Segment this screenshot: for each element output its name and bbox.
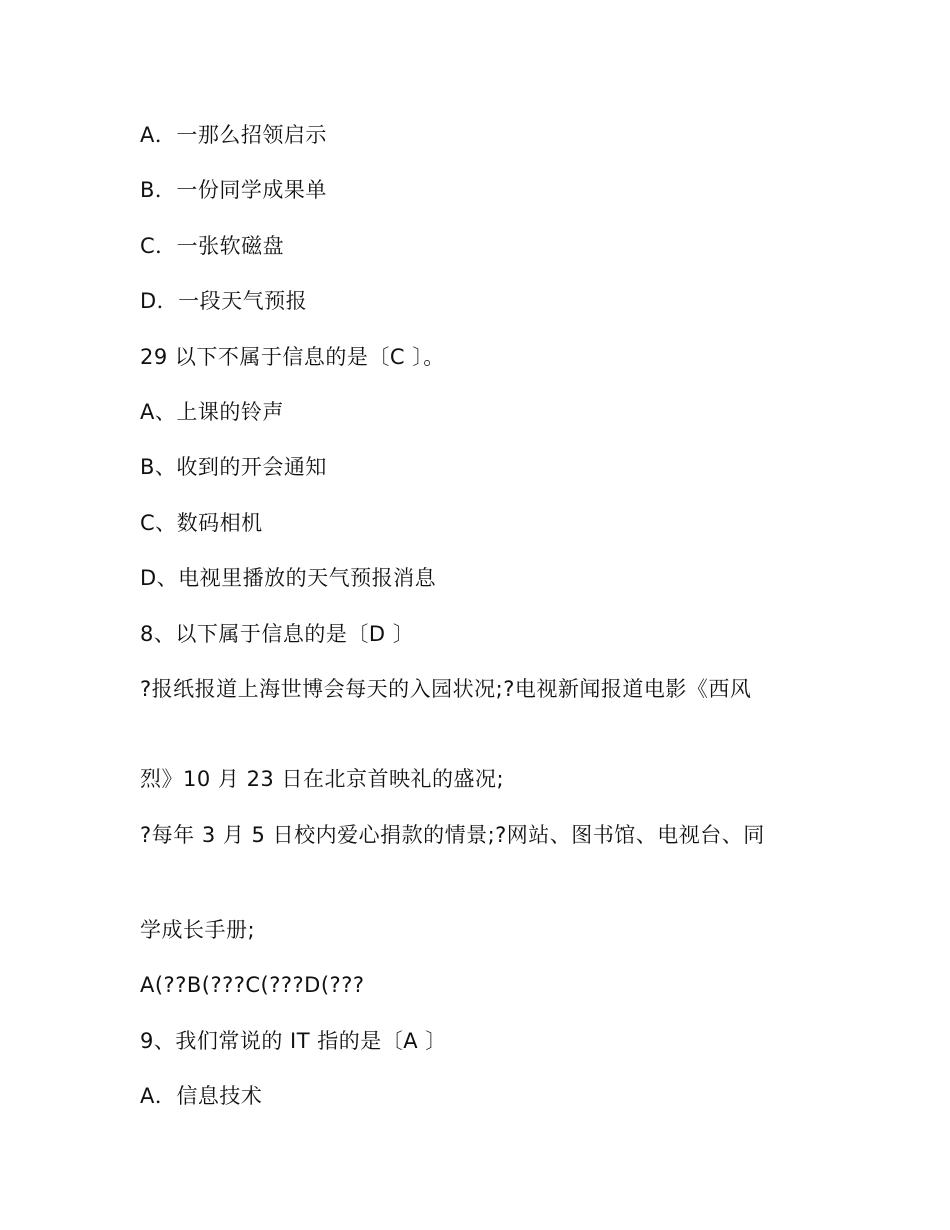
question-29: 29 以下不属于信息的是〔C 〕。 xyxy=(140,345,445,369)
q8-item-line-4: 学成长手册; xyxy=(140,918,256,942)
option-c-floppy-disk: C．一张软磁盘 xyxy=(140,234,285,258)
question-9: 9、我们常说的 IT 指的是〔A 〕 xyxy=(140,1029,447,1053)
question-8: 8、以下属于信息的是〔D 〕 xyxy=(140,622,415,646)
q8-item-line-3: ?每年 3 月 5 日校内爱心捐款的情景;?网站、图书馆、电视台、同 xyxy=(140,823,765,847)
q8-answer-options: A(??B(???C(???D(??? xyxy=(140,973,365,997)
q29-option-b: B、收到的开会通知 xyxy=(140,455,327,479)
option-b-score-sheet: B．一份同学成果单 xyxy=(140,178,327,202)
q9-option-a: A．信息技术 xyxy=(140,1084,263,1108)
option-d-weather-forecast: D．一段天气预报 xyxy=(140,289,308,313)
q8-item-line-1: ?报纸报道上海世博会每天的入园状况;?电视新闻报道电影《西风 xyxy=(140,677,752,701)
q29-option-d: D、电视里播放的天气预报消息 xyxy=(140,566,437,590)
q29-option-c: C、数码相机 xyxy=(140,511,263,535)
q8-item-line-2: 烈》10 月 23 日在北京首映礼的盛况; xyxy=(140,767,505,791)
option-a-lost-found: A．一那么招领启示 xyxy=(140,123,327,147)
q29-option-a: A、上课的铃声 xyxy=(140,400,284,424)
